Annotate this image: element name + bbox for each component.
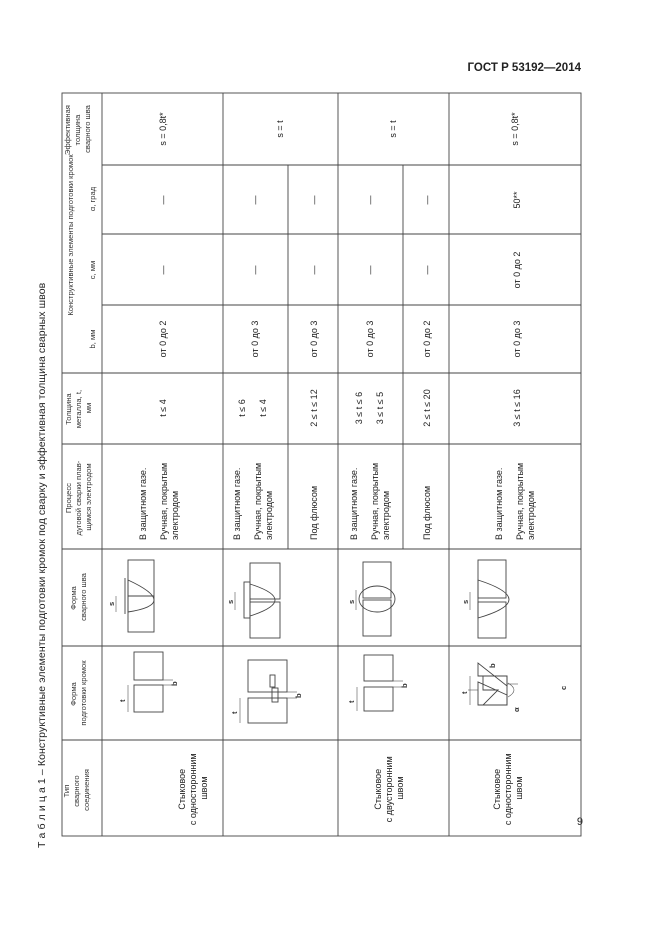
row3a-thickness-2: 3 ≤ t ≤ 5: [375, 391, 385, 425]
process-cells: [138, 460, 536, 540]
row1-effective: s = 0,8t*: [158, 112, 168, 146]
weld-shape-figure-4: [461, 560, 509, 638]
svg-text:t: t: [460, 691, 469, 694]
svg-text:b: b: [170, 681, 179, 686]
table-caption: Т а б л и ц а 1 – Конструктивные элементы подготовки кромок под сварку и эффективная толщина сварных швов: [36, 282, 48, 848]
row1-c: —: [158, 265, 168, 275]
row3a-alpha: —: [365, 195, 375, 205]
svg-text:s: s: [461, 599, 470, 604]
row3-effective: s = t: [388, 120, 398, 138]
header-elements-group: Конструктивные элементы подготовки кромок: [66, 154, 75, 316]
joint-type-cells: [177, 751, 524, 825]
header-effective: Эффективная толщина сварного шва: [63, 105, 92, 155]
edge-prep-figure-4: [460, 663, 568, 712]
row2b-thickness: 2 ≤ t ≤ 12: [309, 389, 319, 427]
header-process: Процесс дуговой сварки плав- щимся электродом: [64, 460, 93, 536]
row3a-b: от 0 до 3: [365, 320, 375, 358]
row1-thickness: t ≤ 4: [158, 399, 168, 417]
standard-header: ГОСТ Р 53192—2014: [467, 62, 581, 74]
column-headers: [62, 103, 97, 811]
header-c: c, мм: [88, 260, 97, 280]
svg-text:t: t: [347, 700, 356, 703]
header-alpha: α, град: [88, 186, 97, 212]
row2a-thickness-2: t ≤ 4: [258, 399, 268, 417]
row4-process: В защитном газе. Ручная, покрытым электродом: [494, 462, 536, 540]
edge-prep-figure-1: [118, 652, 179, 712]
row1-process: В защитном газе. Ручная, покрытым электродом: [138, 462, 180, 540]
svg-text:b: b: [488, 663, 497, 668]
row3-joint-type: Стыковое с двусторонним швом: [373, 756, 405, 823]
row2b-alpha: —: [309, 195, 319, 205]
row3b-c: —: [422, 265, 432, 275]
row2a-process: В защитном газе. Ручная, покрытым электродом: [232, 462, 274, 540]
row3a-thickness-1: 3 ≤ t ≤ 6: [354, 391, 364, 425]
row1-joint-type: Стыковое с односторонним швом: [177, 753, 209, 826]
svg-text:b: b: [400, 683, 409, 688]
row4-effective: s = 0,8t*: [510, 112, 520, 146]
row2-effective: s = t: [275, 120, 285, 138]
svg-text:α: α: [512, 707, 521, 712]
edge-prep-figure-2: [230, 660, 303, 723]
row2a-c: —: [250, 265, 260, 275]
svg-text:b: b: [294, 693, 303, 698]
row4-b: от 0 до 3: [512, 320, 522, 358]
row2a-b: от 0 до 3: [250, 320, 260, 358]
svg-text:t: t: [230, 711, 239, 714]
row4-thickness: 3 ≤ t ≤ 16: [512, 389, 522, 427]
row1-b: от 0 до 2: [158, 320, 168, 358]
table-grid: [62, 93, 581, 836]
header-joint-type: Тип сварного соединения: [62, 769, 91, 811]
row3b-b: от 0 до 2: [422, 320, 432, 358]
row4-c: от 0 до 2: [512, 251, 522, 289]
row2b-process: Под флюсом: [309, 485, 319, 540]
row3b-thickness: 2 ≤ t ≤ 20: [422, 389, 432, 427]
c-cells: [158, 252, 522, 289]
header-weld-shape: Форма сварного шва: [69, 573, 88, 621]
row4-alpha: 50**: [512, 191, 522, 209]
b-cells: [158, 321, 522, 358]
header-thickness: Толщина металла, t, мм: [64, 389, 93, 429]
svg-text:s: s: [107, 601, 116, 606]
header-b: b, мм: [88, 329, 97, 349]
row3a-c: —: [365, 265, 375, 275]
svg-text:s: s: [226, 599, 235, 604]
edge-prep-figure-3: [347, 655, 409, 711]
row3a-process: В защитном газе. Ручная, покрытым электродом: [349, 462, 391, 540]
svg-text:s: s: [347, 599, 356, 604]
row1-alpha: —: [158, 195, 168, 205]
row4-joint-type: Стыковое с односторонним швом: [492, 753, 524, 826]
header-edge-prep: Форма подготовки кромок: [69, 660, 88, 726]
svg-text:c: c: [559, 685, 568, 690]
weld-shape-figure-3: [347, 562, 395, 636]
alpha-cells: [158, 191, 522, 209]
row2a-thickness-1: t ≤ 6: [237, 399, 247, 417]
thickness-cells: [158, 389, 522, 426]
row3b-process: Под флюсом: [422, 485, 432, 540]
row2a-alpha: —: [250, 195, 260, 205]
weld-shape-figure-1: [107, 560, 154, 632]
row3b-alpha: —: [422, 195, 432, 205]
row2b-b: от 0 до 3: [309, 320, 319, 358]
page-number: 9: [576, 816, 583, 828]
weld-shape-figure-2: [226, 563, 280, 638]
row2b-c: —: [309, 265, 319, 275]
svg-text:t: t: [118, 699, 127, 702]
effective-cells: [158, 112, 520, 146]
